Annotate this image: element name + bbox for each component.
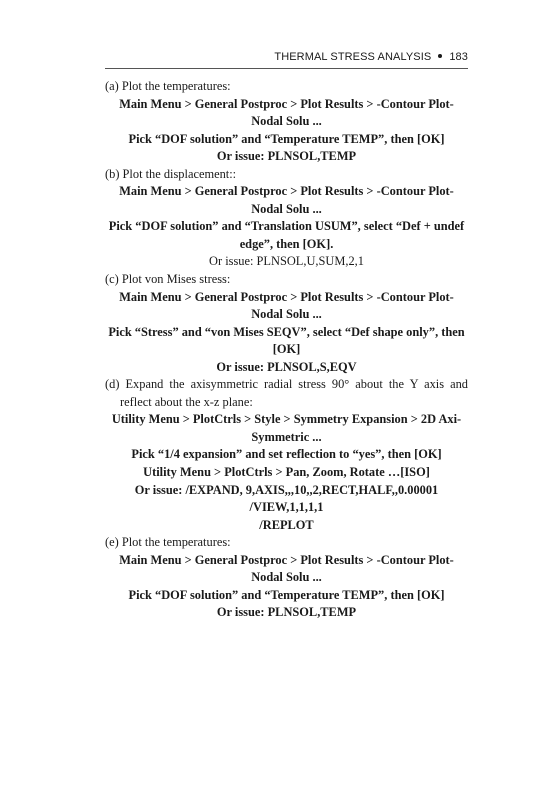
menu-command: Or issue: PLNSOL,TEMP — [216, 605, 357, 620]
step-heading: (e) Plot the temperatures: — [105, 535, 231, 550]
menu-command: Pick “DOF solution” and “Temperature TEMP”, then [OK] — [128, 587, 445, 602]
chapter-title: THERMAL STRESS ANALYSIS — [274, 51, 432, 63]
menu-command: /VIEW,1,1,1,1 — [249, 500, 324, 515]
page-number: 183 — [449, 51, 468, 63]
menu-command: Main Menu > General Postproc > Plot Results > -Contour Plot- Nodal Solu ... — [119, 552, 454, 585]
command-line: Or issue: PLNSOL,U,SUM,2,1 — [209, 254, 364, 269]
menu-command: Or issue: PLNSOL,S,EQV — [216, 359, 357, 374]
step-heading: (b) Plot the displacement:: — [105, 166, 237, 181]
header-rule — [105, 68, 468, 69]
step-heading: (a) Plot the temperatures: — [105, 79, 231, 93]
menu-command: Or issue: PLNSOL,TEMP — [216, 149, 357, 164]
step-heading: (c) Plot von Mises stress: — [105, 272, 231, 287]
menu-command: Main Menu > General Postproc > Plot Results > -Contour Plot- Nodal Solu ... — [119, 184, 454, 216]
menu-command: Pick “DOF solution” and “Temperature TEMP”, then [OK] — [128, 131, 445, 146]
menu-command: Pick “1/4 expansion” and set reflection to “yes”, then [OK] — [131, 447, 442, 462]
menu-command: Utility Menu > PlotCtrls > Pan, Zoom, Rotate …[ISO] — [143, 465, 430, 480]
menu-command: Utility Menu > PlotCtrls > Style > Symmetry Expansion > 2D Axi-Symmetric ... — [111, 412, 462, 444]
menu-command: Pick “Stress” and “von Mises SEQV”, select “Def shape only”, then [OK] — [108, 324, 465, 357]
running-head — [105, 51, 468, 65]
procedure-text — [105, 78, 468, 622]
bullet-separator-icon — [438, 54, 442, 58]
menu-command: Or issue: /EXPAND, 9,AXIS,,,10,,2,RECT,HALF,,0.00001 — [134, 482, 439, 497]
menu-command: Pick “DOF solution” and “Translation USUM”, select “Def + undef edge”, then [OK]. — [108, 219, 465, 251]
menu-command: /REPLOT — [259, 517, 314, 532]
menu-command: Main Menu > General Postproc > Plot Results > -Contour Plot- Nodal Solu ... — [119, 289, 454, 322]
menu-command: Main Menu > General Postproc > Plot Results > -Contour Plot- Nodal Solu ... — [119, 96, 454, 129]
step-heading: (d) Expand the axisymmetric radial stress 90° about the Y axis and reflect about the x-z plane: — [105, 377, 468, 409]
